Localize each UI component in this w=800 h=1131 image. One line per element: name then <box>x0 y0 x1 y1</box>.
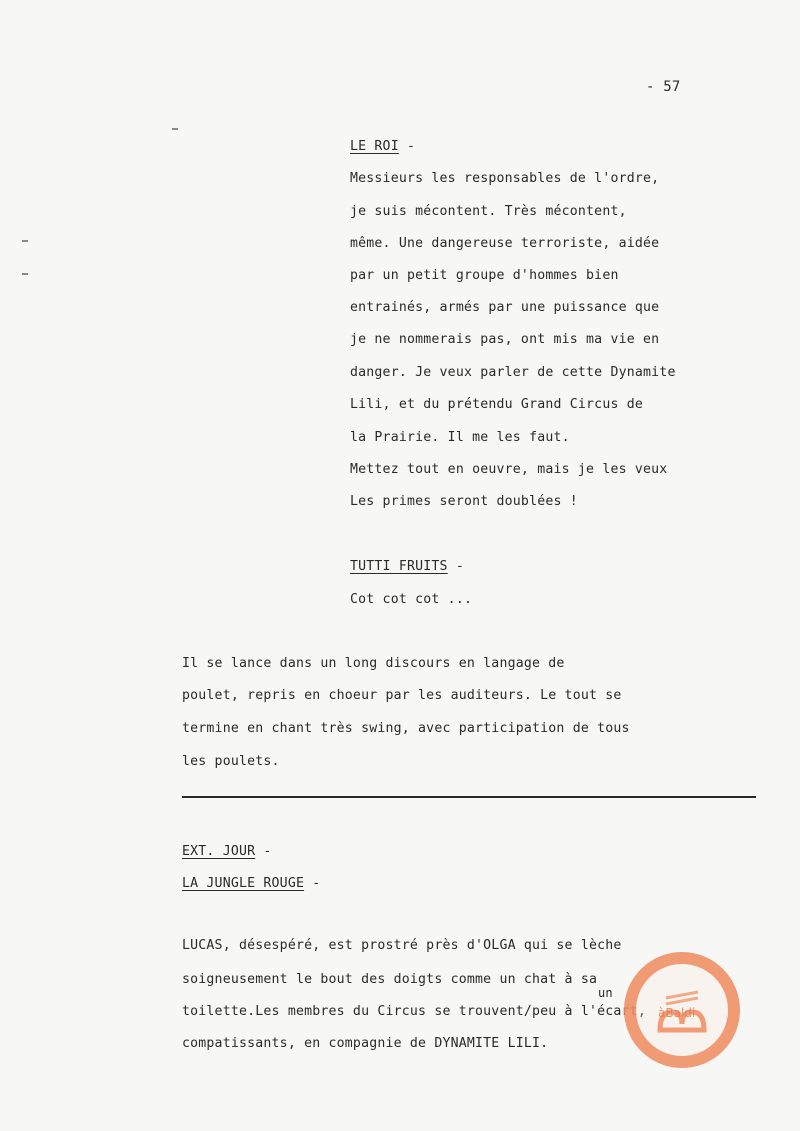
scene-location-dash: - <box>312 876 321 891</box>
speaker-dash: - <box>455 559 464 574</box>
dialogue-line: par un petit groupe d'hommes bien <box>350 268 619 283</box>
action-line: poulet, repris en choeur par les auditeurs. Le tout se <box>182 688 622 703</box>
dialogue-line: Les primes seront doublées ! <box>350 494 578 509</box>
action-line: Il se lance dans un long discours en langage de <box>182 656 565 671</box>
section-divider <box>182 796 756 798</box>
dialogue-line: la Prairie. Il me les faut. <box>350 430 570 445</box>
action-line: LUCAS, désespéré, est prostré près d'OLGA qui se lèche <box>182 938 622 953</box>
dialogue-line: danger. Je veux parler de cette Dynamite <box>350 365 676 380</box>
action-line: termine en chant très swing, avec participation de tous <box>182 721 630 736</box>
scene-heading-dash: - <box>263 844 272 859</box>
margin-speck <box>172 128 178 130</box>
archive-stamp-logo <box>624 952 740 1068</box>
action-line: compatissants, en compagnie de DYNAMITE LILI. <box>182 1036 549 1051</box>
scene-location-text: LA JUNGLE ROUGE <box>182 876 305 891</box>
margin-speck <box>22 273 28 275</box>
scene-heading-text: EXT. JOUR <box>182 844 256 859</box>
speaker-heading <box>350 139 415 154</box>
action-line: toilette.Les membres du Circus se trouvent/peu à l'écart, <box>182 1004 646 1019</box>
margin-speck <box>22 240 28 242</box>
dialogue-line: Messieurs les responsables de l'ordre, <box>350 171 660 186</box>
insertion-word: un <box>598 986 613 1000</box>
scene-heading <box>182 844 272 859</box>
dialogue-line: Mettez tout en oeuvre, mais je les veux <box>350 462 668 477</box>
speaker-name: TUTTI FRUITS <box>350 559 448 574</box>
dialogue-line: même. Une dangereuse terroriste, aidée <box>350 236 660 251</box>
scene-location <box>182 876 320 891</box>
speaker-heading <box>350 559 464 574</box>
action-line: soigneusement le bout des doigts comme un chat à sa <box>182 972 598 987</box>
dialogue-line: Cot cot cot ... <box>350 592 473 607</box>
dialogue-line: je suis mécontent. Très mécontent, <box>350 204 627 219</box>
page-number: - 57 <box>646 79 681 95</box>
speaker-dash: - <box>406 139 416 154</box>
stamp-lettering: àBaldi <box>658 1006 696 1020</box>
dialogue-line: je ne nommerais pas, ont mis ma vie en <box>350 332 660 347</box>
action-line: les poulets. <box>182 754 280 769</box>
dialogue-line: Lili, et du prétendu Grand Circus de <box>350 397 644 412</box>
dialogue-line: entrainés, armés par une puissance que <box>350 300 660 315</box>
speaker-name: LE ROI <box>350 139 399 154</box>
